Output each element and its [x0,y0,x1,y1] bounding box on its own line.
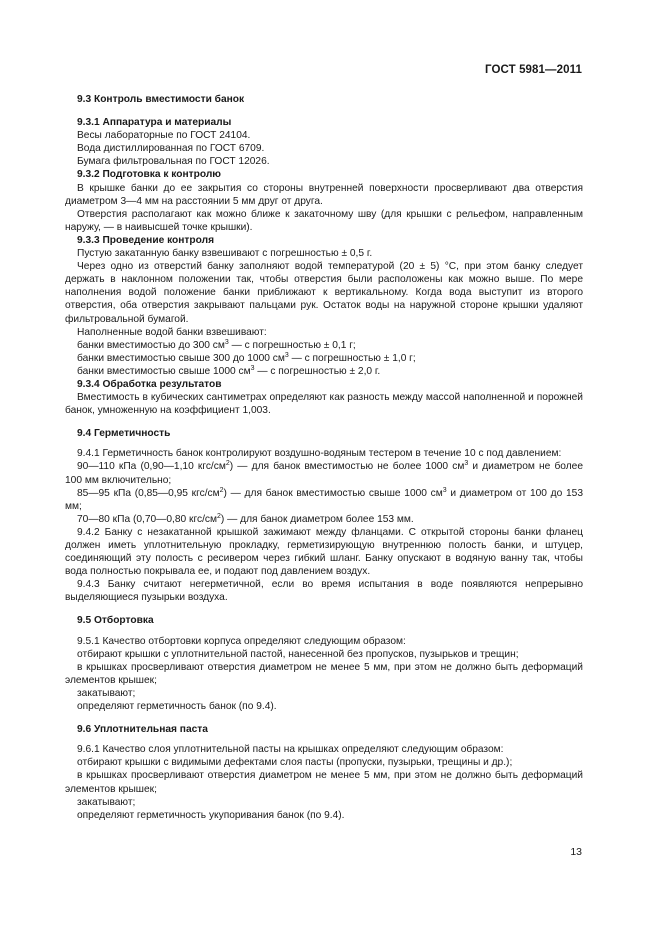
text-line: отбирают крышки с видимыми дефектами слоя пасты (пропуски, пузырьки, трещины и др.); [77,757,513,769]
text-line: 9.5.1 Качество отбортовки корпуса определяют следующим образом: [77,635,406,647]
document-body [65,93,584,822]
paragraph: Через одно из отверстий банку заполняют водой температурой (20 ± 5) °С, при этом банку следует держать в наклонном положении так, чтобы отверстия были расположены как можно выше. По мере наполнения водой положение банки приближают к вертикальному. Когда вода выступит из второго отверстия, оба отверстия закрывают пальцами рук. Остаток воды на наружной стороне крышки удаляют фильтровальной бумагой. [65,261,583,325]
document-header: ГОСТ 5981—2011 [485,64,582,76]
paragraph: в крышках просверливают отверстия диаметром не менее 5 мм, при этом не должно быть деформаций элементов крышек; [65,770,583,795]
text-line: закатывают; [77,687,136,699]
paragraph: 85—95 кПа (0,85—0,95 кгс/$см^2$) — для банок вместимостью свыше 1000 $см^3$ и диаметром от 100 до 153 мм; [65,486,583,512]
superscript: 3 [442,486,447,494]
superscript: 2 [219,486,224,494]
text-line: банки вместимостью свыше 1000 $см^3$ — с погрешностью ± 2,0 г. [77,364,381,377]
paragraph: В крышке банки до ее закрытия со стороны внутренней поверхности просверливают два отверстия диаметром 3—4 мм на расстоянии 5 мм друг от друга. [65,182,583,207]
superscript: 3 [224,338,229,346]
paragraph: Отверстия располагают как можно ближе к закаточному шву (для крышки с рельефом, направленным наружу, — в наивысшей точке крышки). [65,208,583,233]
text-line: Весы лабораторные по ГОСТ 24104. [77,130,251,142]
superscript: 2 [225,460,230,468]
section-heading: 9.4 Герметичность [77,428,171,440]
section-heading: 9.6 Уплотнительная паста [77,724,208,736]
subsection-heading: 9.3.3 Проведение контроля [77,234,215,246]
superscript: 3 [284,351,289,359]
spacer [77,440,583,447]
section-heading: 9.5 Отбортовка [77,615,154,627]
spacer [77,604,583,614]
subsection-heading: 9.3.4 Обработка результатов [77,378,222,390]
subsection-heading: 9.3.1 Аппаратура и материалы [77,117,232,129]
paragraph: 9.4.1 Герметичность банок контролируют воздушно-водяным тестером в течение 10 с под давлением: [77,448,562,460]
text-line: Бумага фильтровальная по ГОСТ 12026. [77,156,270,168]
paragraph: 9.4.3 Банку считают негерметичной, если во время испытания в воде появляются непрерывно выделяющиеся пузырьки воздуха. [65,579,583,604]
section-heading: 9.3 Контроль вместимости банок [77,94,245,105]
superscript: 3 [250,364,255,372]
text-line: 70—80 кПа (0,70—0,80 кгс/$см^2$) — для банок диаметром более 153 мм. [77,512,414,525]
superscript: 3 [464,460,469,468]
text-line: отбирают крышки с уплотнительной пастой, нанесенной без пропусков, пузырьков и трещин; [77,648,519,660]
text-line: 9.6.1 Качество слоя уплотнительной пасты на крышках определяют следующим образом: [77,744,504,756]
spacer [77,713,583,723]
paragraph: 9.4.2 Банку с незакатанной крышкой зажимают между фланцами. С открытой стороны банки фланец должен иметь уплотнительную прокладку, герметизирующую внутреннюю полость банки, и штуцер, соединяющий эту полость с ресивером через гибкий шланг. Банку опускают в водяную ванну так, чтобы вода полностью покрывала ее, и подают под давлением воздух. [65,526,583,578]
text-line: Вода дистиллированная по ГОСТ 6709. [77,143,265,155]
subsection-heading: 9.3.2 Подготовка к контролю [77,169,222,181]
page-number: 13 [570,846,582,858]
text-line: банки вместимостью до 300 $см^3$ — с погрешностью ± 0,1 г; [77,338,356,351]
text-line: Пустую закатанную банку взвешивают с погрешностью ± 0,5 г. [77,248,373,260]
paragraph: 90—110 кПа (0,90—1,10 кгс/$см^2$) — для банок вместимостью не более 1000 $см^3$ и диаметром не более 100 мм включительно; [65,460,584,486]
text-line: Наполненные водой банки взвешивают: [77,326,267,338]
spacer [77,417,583,427]
paragraph: Вместимость в кубических сантиметрах определяют как разность между массой наполненной и порожней банок, умноженную на коэффициент 1,003. [65,392,583,417]
spacer [77,628,583,635]
spacer [77,736,583,743]
text-line: определяют герметичность укупоривания банок (по 9.4). [77,809,345,821]
text-line: банки вместимостью свыше 300 до 1000 $см^3$ — с погрешностью ± 1,0 г; [77,351,416,364]
spacer [77,106,583,116]
paragraph: в крышках просверливают отверстия диаметром не менее 5 мм, при этом не должно быть деформаций элементов крышек; [65,661,583,686]
text-line: закатывают; [77,796,136,808]
superscript: 2 [217,512,221,520]
text-line: определяют герметичность банок (по 9.4). [77,701,277,713]
